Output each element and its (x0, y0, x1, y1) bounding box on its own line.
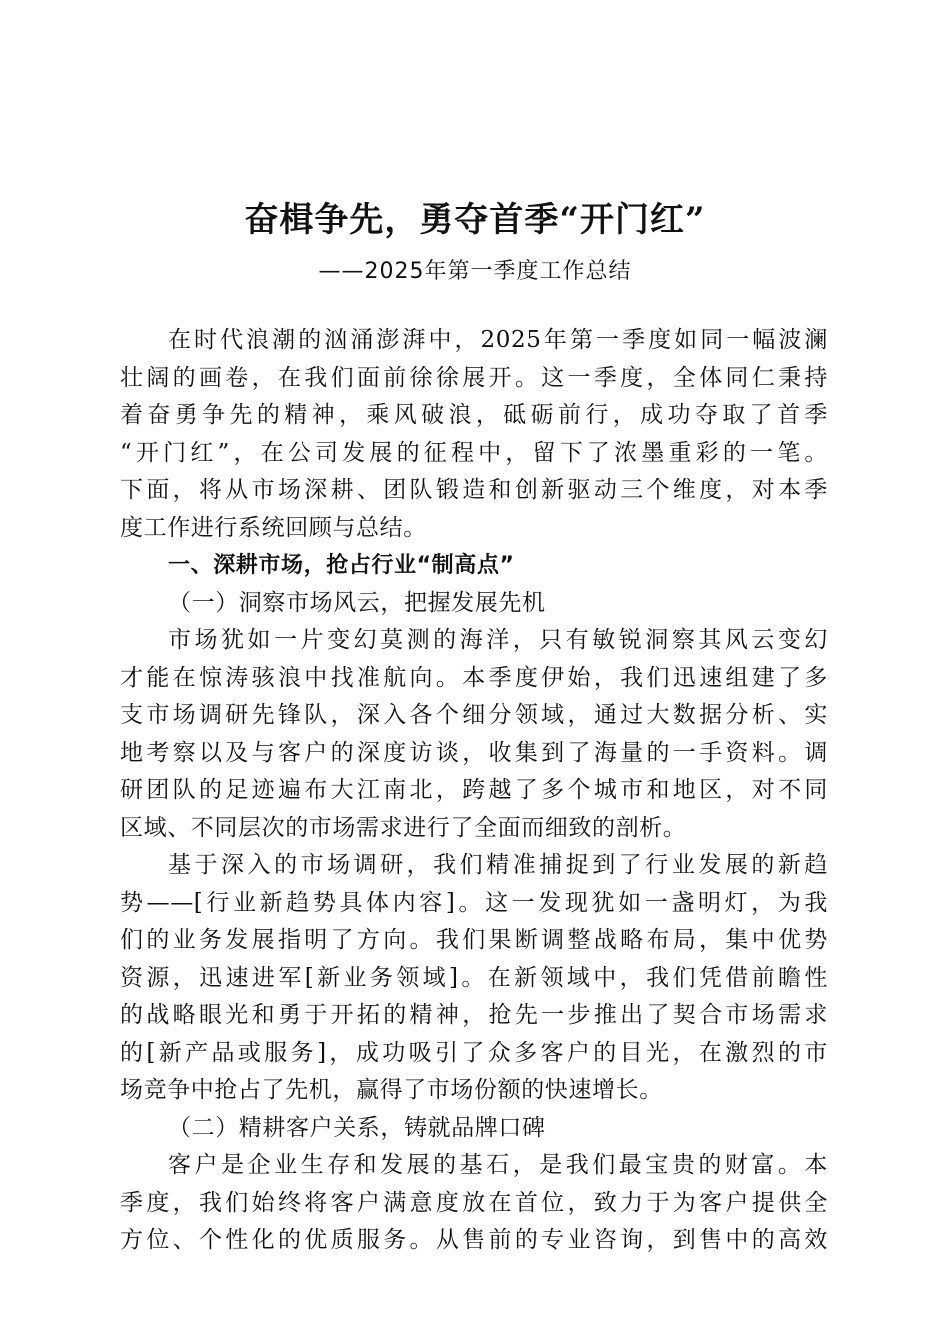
paragraph-line: 区域、不同层次的市场需求进行了全面而细致的剖析。 (120, 814, 687, 841)
section-heading: 一、深耕市场，抢占行业“制高点” (168, 553, 515, 578)
paragraph-line: 壮阔的画卷，在我们面前徐徐展开。这一季度，全体同仁秉持 (120, 364, 828, 391)
paragraph-line: 资源，迅速进军[新业务领域]。在新领域中，我们凭借前瞻性 (120, 964, 828, 991)
paragraph-line: 在时代浪潮的汹涌澎湃中，2025年第一季度如同一幅波澜 (168, 327, 828, 353)
paragraph-line: 市场犹如一片变幻莫测的海洋，只有敏锐洞察其风云变幻 (168, 627, 828, 653)
document-subtitle: ——2025年第一季度工作总结 (318, 259, 632, 284)
paragraph-line: 下面，将从市场深耕、团队锻造和创新驱动三个维度，对本季 (120, 477, 828, 503)
paragraph-line: 们的业务发展指明了方向。我们果断调整战略布局，集中优势 (120, 927, 828, 953)
paragraph-line: 地考察以及与客户的深度访谈，收集到了海量的一手资料。调 (120, 739, 828, 766)
subsection-heading: （二）精耕客户关系，铸就品牌口碑 (168, 1114, 546, 1141)
paragraph-line: 方位、个性化的优质服务。从售前的专业咨询，到售中的高效 (120, 1227, 828, 1253)
paragraph-line: 研团队的足迹遍布大江南北，跨越了多个城市和地区，对不同 (120, 777, 828, 803)
paragraph-line: “开门红”，在公司发展的征程中，留下了浓墨重彩的一笔。 (120, 439, 828, 466)
paragraph-line: 的[新产品或服务]，成功吸引了众多客户的目光，在激烈的市 (120, 1039, 828, 1066)
paragraph-line: 着奋勇争先的精神，乘风破浪，砥砺前行，成功夺取了首季 (120, 402, 828, 428)
paragraph-line: 客户是企业生存和发展的基石，是我们最宝贵的财富。本 (168, 1152, 828, 1178)
subsection-heading: （一）洞察市场风云，把握发展先机 (168, 589, 546, 616)
document-title: 奋楫争先，勇夺首季“开门红” (244, 200, 706, 240)
paragraph-line: 基于深入的市场调研，我们精准捕捉到了行业发展的新趋 (168, 852, 828, 878)
paragraph-line: 才能在惊涛骇浪中找准航向。本季度伊始，我们迅速组建了多 (120, 664, 828, 691)
paragraph-line: 季度，我们始终将客户满意度放在首位，致力于为客户提供全 (120, 1189, 828, 1216)
paragraph-line: 度工作进行系统回顾与总结。 (120, 514, 427, 541)
paragraph-line: 的战略眼光和勇于开拓的精神，抢先一步推出了契合市场需求 (120, 1002, 828, 1028)
paragraph-line: 势——[行业新趋势具体内容]。这一发现犹如一盏明灯，为我 (120, 889, 828, 916)
paragraph-line: 场竞争中抢占了先机，赢得了市场份额的快速增长。 (120, 1077, 663, 1103)
paragraph-line: 支市场调研先锋队，深入各个细分领域，通过大数据分析、实 (120, 702, 828, 728)
document-body (120, 322, 828, 1260)
